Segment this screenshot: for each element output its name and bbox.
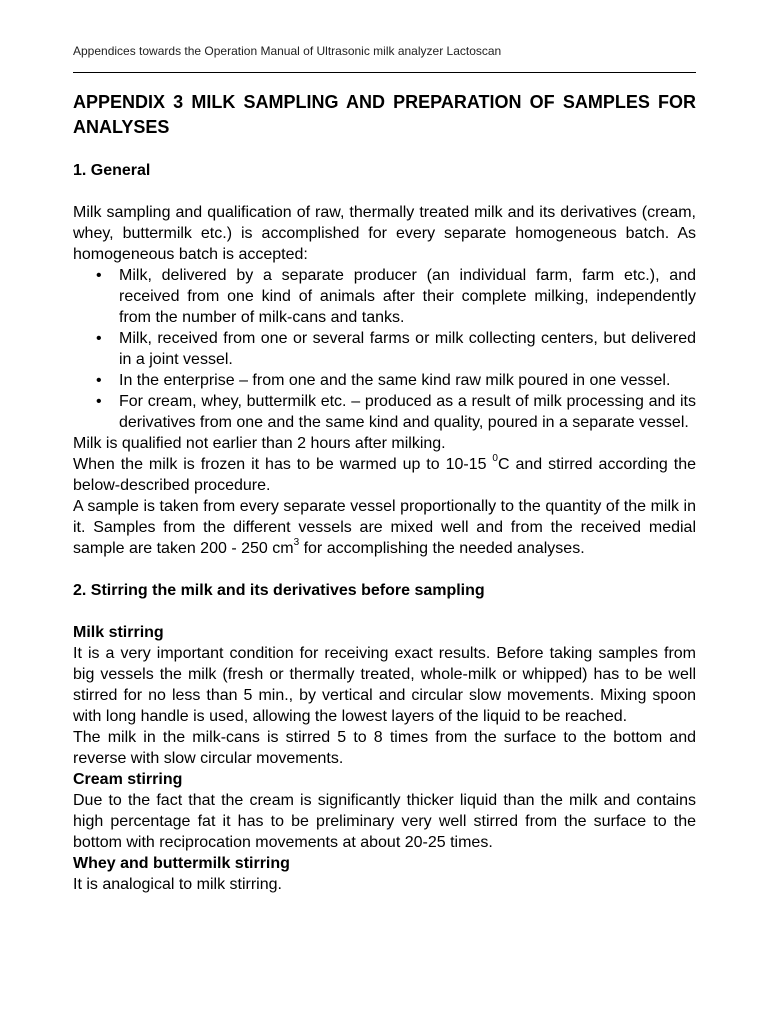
frozen-text-start: When the milk is frozen it has to be warmed up to 10-15 xyxy=(73,456,493,473)
sample-paragraph xyxy=(73,496,696,559)
whey-stirring-paragraph: It is analogical to milk stirring. xyxy=(73,876,282,893)
sample-text-start: A sample is taken from every separate vessel proportionally to the quantity of the milk in it. Samples from the different vessels are mixed well and from the received medial sample are taken 200 - 250 cm xyxy=(73,498,696,557)
cubic-superscript: 3 xyxy=(293,536,300,548)
appendix-title: APPENDIX 3 MILK SAMPLING AND PREPARATION OF SAMPLES FOR ANALYSES xyxy=(73,92,696,137)
frozen-milk-paragraph xyxy=(73,454,696,496)
header-rule xyxy=(73,72,696,73)
section-heading-general: 1. General xyxy=(73,162,151,179)
subheading-cream-stirring: Cream stirring xyxy=(73,771,183,788)
document-body xyxy=(73,90,696,895)
milk-stirring-paragraph-1: It is a very important condition for receiving exact results. Before taking samples from big vessels the milk (fresh or thermally treated, whole-milk or whipped) has to be well stirred for no less than 5 min., by vertical and circular slow movements. Mixing spoon with long handle is used, allowing the lowest layers of the liquid to be reached. xyxy=(73,645,696,725)
cream-stirring-paragraph: Due to the fact that the cream is significantly thicker liquid than the milk and contains high percentage fat it has to be preliminary very well stirred from the surface to the bottom with reciprocation movements at about 20-25 times. xyxy=(73,792,696,851)
frozen-text-end: C and stirred according the below-described procedure. xyxy=(73,456,696,494)
list-item: • Milk, received from one or several farms or milk collecting centers, but delivered in a joint vessel. xyxy=(119,328,696,370)
milk-stirring-paragraph-2: The milk in the milk-cans is stirred 5 to 8 times from the surface to the bottom and reverse with slow circular movements. xyxy=(73,729,696,767)
section-heading-stirring: 2. Stirring the milk and its derivatives before sampling xyxy=(73,582,485,599)
running-header: Appendices towards the Operation Manual of Ultrasonic milk analyzer Lactoscan xyxy=(73,44,502,58)
sample-text-end: for accomplishing the needed analyses. xyxy=(299,540,585,557)
list-item: • In the enterprise – from one and the same kind raw milk poured in one vessel. xyxy=(119,370,696,391)
batch-criteria-list xyxy=(73,265,696,433)
subheading-whey-stirring: Whey and buttermilk stirring xyxy=(73,855,290,872)
general-intro-paragraph: Milk sampling and qualification of raw, thermally treated milk and its derivatives (cream, whey, buttermilk etc.) is accomplished for every separate homogeneous batch. As homogeneous batch is accepted: xyxy=(73,204,696,263)
list-item: • Milk, delivered by a separate producer (an individual farm, farm etc.), and received from one kind of animals after their complete milking, independently from the number of milk-cans and tanks. xyxy=(119,265,696,328)
subheading-milk-stirring: Milk stirring xyxy=(73,624,164,641)
qualified-paragraph: Milk is qualified not earlier than 2 hours after milking. xyxy=(73,435,446,452)
spacer xyxy=(73,559,696,580)
degree-superscript: 0 xyxy=(492,452,498,464)
list-item: • For cream, whey, buttermilk etc. – produced as a result of milk processing and its derivatives from one and the same kind and quality, poured in a separate vessel. xyxy=(119,391,696,433)
